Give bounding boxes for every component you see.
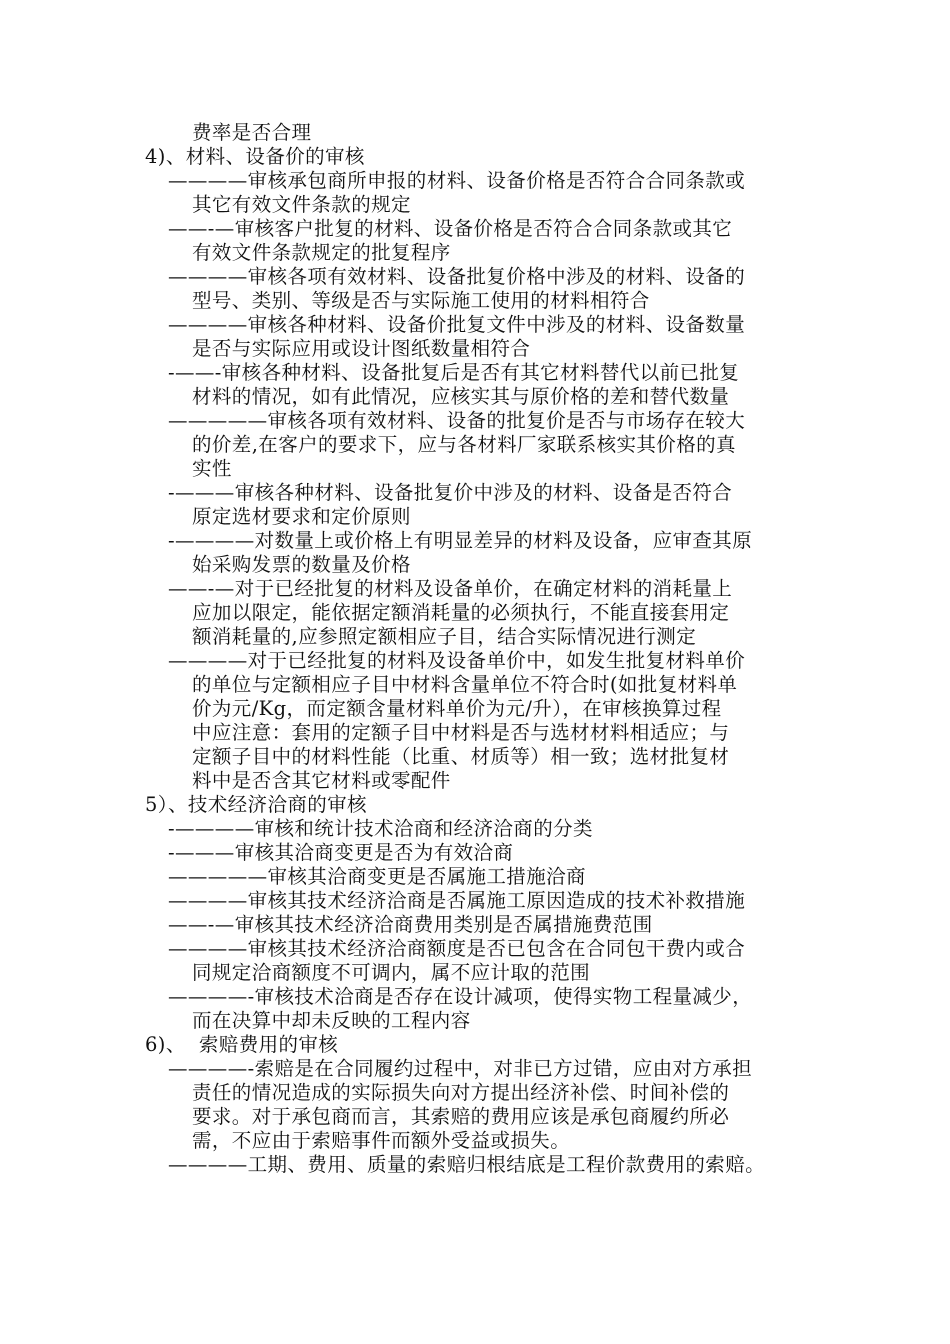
text-line: ————-索赔是在合同履约过程中，对非已方过错，应由对方承担 xyxy=(168,1057,753,1080)
text-line: ————-审核技术洽商是否存在设计减项，使得实物工程量减少， xyxy=(168,985,753,1008)
text-line: -——-审核各种材料、设备批复后是否有其它材料替代以前已批复 xyxy=(168,361,740,384)
text-line: 费率是否合理 xyxy=(192,121,312,144)
text-line: ——-—对于已经批复的材料及设备单价，在确定材料的消耗量上 xyxy=(168,577,733,600)
text-line: 有效文件条款规定的批复程序 xyxy=(192,241,451,264)
text-line: 材料的情况，如有此情况，应核实其与原价格的差和替代数量 xyxy=(192,385,730,408)
text-line: 是否与实际应用或设计图纸数量相符合 xyxy=(192,337,531,360)
text-line: 同规定洽商额度不可调内，属不应计取的范围 xyxy=(192,961,591,984)
text-line: -———审核其洽商变更是否为有效洽商 xyxy=(168,841,514,864)
text-line: -————审核和统计技术洽商和经济洽商的分类 xyxy=(168,817,593,840)
text-line: -———审核各种材料、设备批复价中涉及的材料、设备是否符合 xyxy=(168,481,733,504)
text-line: 需，不应由于索赔事件而额外受益或损失。 xyxy=(192,1129,571,1152)
text-line: 实性 xyxy=(192,457,232,480)
text-line: 价为元/Kg，而定额含量材料单价为元/升），在审核换算过程 xyxy=(192,697,722,720)
text-line: 始采购发票的数量及价格 xyxy=(192,553,411,576)
text-line: 的价差,在客户的要求下，应与各材料厂家联系核实其价格的真 xyxy=(192,433,736,456)
text-line: ————对于已经批复的材料及设备单价中，如发生批复材料单价 xyxy=(168,649,746,672)
text-line: -————对数量上或价格上有明显差异的材料及设备，应审查其原 xyxy=(168,529,753,552)
text-line: 型号、类别、等级是否与实际施工使用的材料相符合 xyxy=(192,289,650,312)
text-line: ——-—审核客户批复的材料、设备价格是否符合合同条款或其它 xyxy=(168,217,733,240)
text-line: 而在决算中却未反映的工程内容 xyxy=(192,1009,471,1032)
text-line: 中应注意：套用的定额子目中材料是否与选材材料相适应；与 xyxy=(192,721,730,744)
section-heading-4: 4)、材料、设备价的审核 xyxy=(145,145,365,168)
text-line: ——-—审核其技术经济洽商费用类别是否属措施费范围 xyxy=(168,913,653,936)
text-line: 责任的情况造成的实际损失向对方提出经济补偿、时间补偿的 xyxy=(192,1081,730,1104)
section-heading-5: 5）、技术经济洽商的审核 xyxy=(145,793,367,816)
text-line: ————审核其技术经济洽商额度是否已包含在合同包干费内或合 xyxy=(168,937,746,960)
text-line: ————审核各种材料、设备价批复文件中涉及的材料、设备数量 xyxy=(168,313,746,336)
text-line: 其它有效文件条款的规定 xyxy=(192,193,411,216)
text-line: 额消耗量的,应参照定额相应子目，结合实际情况进行测定 xyxy=(192,625,697,648)
text-line: 应加以限定，能依据定额消耗量的必须执行，不能直接套用定 xyxy=(192,601,730,624)
text-line: ————审核其技术经济洽商是否属施工原因造成的技术补救措施 xyxy=(168,889,746,912)
text-line: 原定选材要求和定价原则 xyxy=(192,505,411,528)
text-line: ————工期、费用、质量的索赔归根结底是工程价款费用的索赔。 xyxy=(168,1153,766,1176)
section-heading-6: 6)、 索赔费用的审核 xyxy=(145,1033,339,1056)
text-line: 定额子目中的材料性能（比重、材质等）相一致；选材批复材 xyxy=(192,745,730,768)
text-line: 的单位与定额相应子目中材料含量单位不符合时(如批复材料单 xyxy=(192,673,738,696)
text-line: ————审核承包商所申报的材料、设备价格是否符合合同条款或 xyxy=(168,169,746,192)
text-line: —————审核各项有效材料、设备的批复价是否与市场存在较大 xyxy=(168,409,746,432)
text-line: 要求。对于承包商而言，其索赔的费用应该是承包商履约所必 xyxy=(192,1105,730,1128)
text-line: —————审核其洽商变更是否属施工措施洽商 xyxy=(168,865,586,888)
text-line: 料中是否含其它材料或零配件 xyxy=(192,769,451,792)
text-line: ————审核各项有效材料、设备批复价格中涉及的材料、设备的 xyxy=(168,265,746,288)
